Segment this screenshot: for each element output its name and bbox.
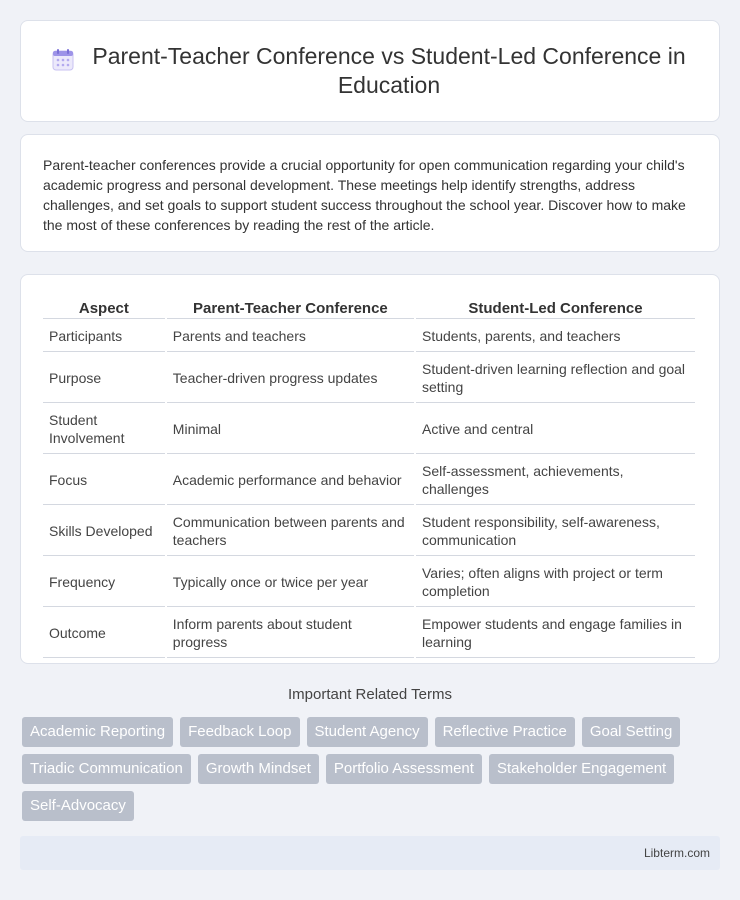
table-cell: Skills Developed <box>43 507 165 556</box>
table-cell: Self-assessment, achievements, challenges <box>416 456 695 505</box>
comparison-table <box>41 295 697 660</box>
term-tag[interactable]: Feedback Loop <box>180 717 299 747</box>
term-tag[interactable]: Goal Setting <box>582 717 681 747</box>
column-header: Student-Led Conference <box>416 297 695 319</box>
term-tag[interactable]: Portfolio Assessment <box>326 754 482 784</box>
table-cell: Academic performance and behavior <box>167 456 414 505</box>
column-header: Parent-Teacher Conference <box>167 297 414 319</box>
footer <box>20 836 720 870</box>
term-tag[interactable]: Stakeholder Engagement <box>489 754 674 784</box>
table-header-row <box>43 297 695 319</box>
table-cell: Teacher-driven progress updates <box>167 354 414 403</box>
title-card <box>20 20 720 122</box>
term-tag[interactable]: Triadic Communication <box>22 754 191 784</box>
related-terms-heading: Important Related Terms <box>288 686 452 703</box>
calendar-icon <box>51 48 75 72</box>
table-cell: Students, parents, and teachers <box>416 321 695 352</box>
table-row <box>43 507 695 556</box>
table-row <box>43 558 695 607</box>
table-cell: Parents and teachers <box>167 321 414 352</box>
table-cell: Purpose <box>43 354 165 403</box>
table-cell: Frequency <box>43 558 165 607</box>
table-row <box>43 354 695 403</box>
table-row <box>43 456 695 505</box>
table-cell: Outcome <box>43 609 165 658</box>
title-wrap <box>21 42 719 100</box>
term-tag[interactable]: Reflective Practice <box>435 717 575 747</box>
page-title: Parent-Teacher Conference vs Student-Led Conference in Education <box>92 43 686 98</box>
intro-paragraph: Parent-teacher conferences provide a crucial opportunity for open communication regarding your child's academic progress and personal development. These meetings help identify strengths, address challenges, and set goals to support student success throughout the school year. Discover how to make the most of these conferences by reading the rest of the article. <box>43 157 686 233</box>
table-cell: Focus <box>43 456 165 505</box>
comparison-table-card <box>20 274 720 664</box>
table-row <box>43 405 695 454</box>
table-cell: Inform parents about student progress <box>167 609 414 658</box>
related-terms-list <box>22 717 722 821</box>
table-cell: Empower students and engage families in learning <box>416 609 695 658</box>
table-cell: Typically once or twice per year <box>167 558 414 607</box>
table-cell: Minimal <box>167 405 414 454</box>
footer-site-link[interactable]: Libterm.com <box>643 846 710 860</box>
table-cell: Student Involvement <box>43 405 165 454</box>
table-cell: Active and central <box>416 405 695 454</box>
term-tag[interactable]: Student Agency <box>307 717 428 747</box>
table-cell: Student-driven learning reflection and goal setting <box>416 354 695 403</box>
table-row <box>43 321 695 352</box>
intro-card <box>20 134 720 252</box>
term-tag[interactable]: Self-Advocacy <box>22 791 134 821</box>
table-row <box>43 609 695 658</box>
table-cell: Participants <box>43 321 165 352</box>
table-cell: Varies; often aligns with project or term completion <box>416 558 695 607</box>
term-tag[interactable]: Growth Mindset <box>198 754 319 784</box>
column-header: Aspect <box>43 297 165 319</box>
term-tag[interactable]: Academic Reporting <box>22 717 173 747</box>
table-cell: Student responsibility, self-awareness, communication <box>416 507 695 556</box>
table-cell: Communication between parents and teachers <box>167 507 414 556</box>
